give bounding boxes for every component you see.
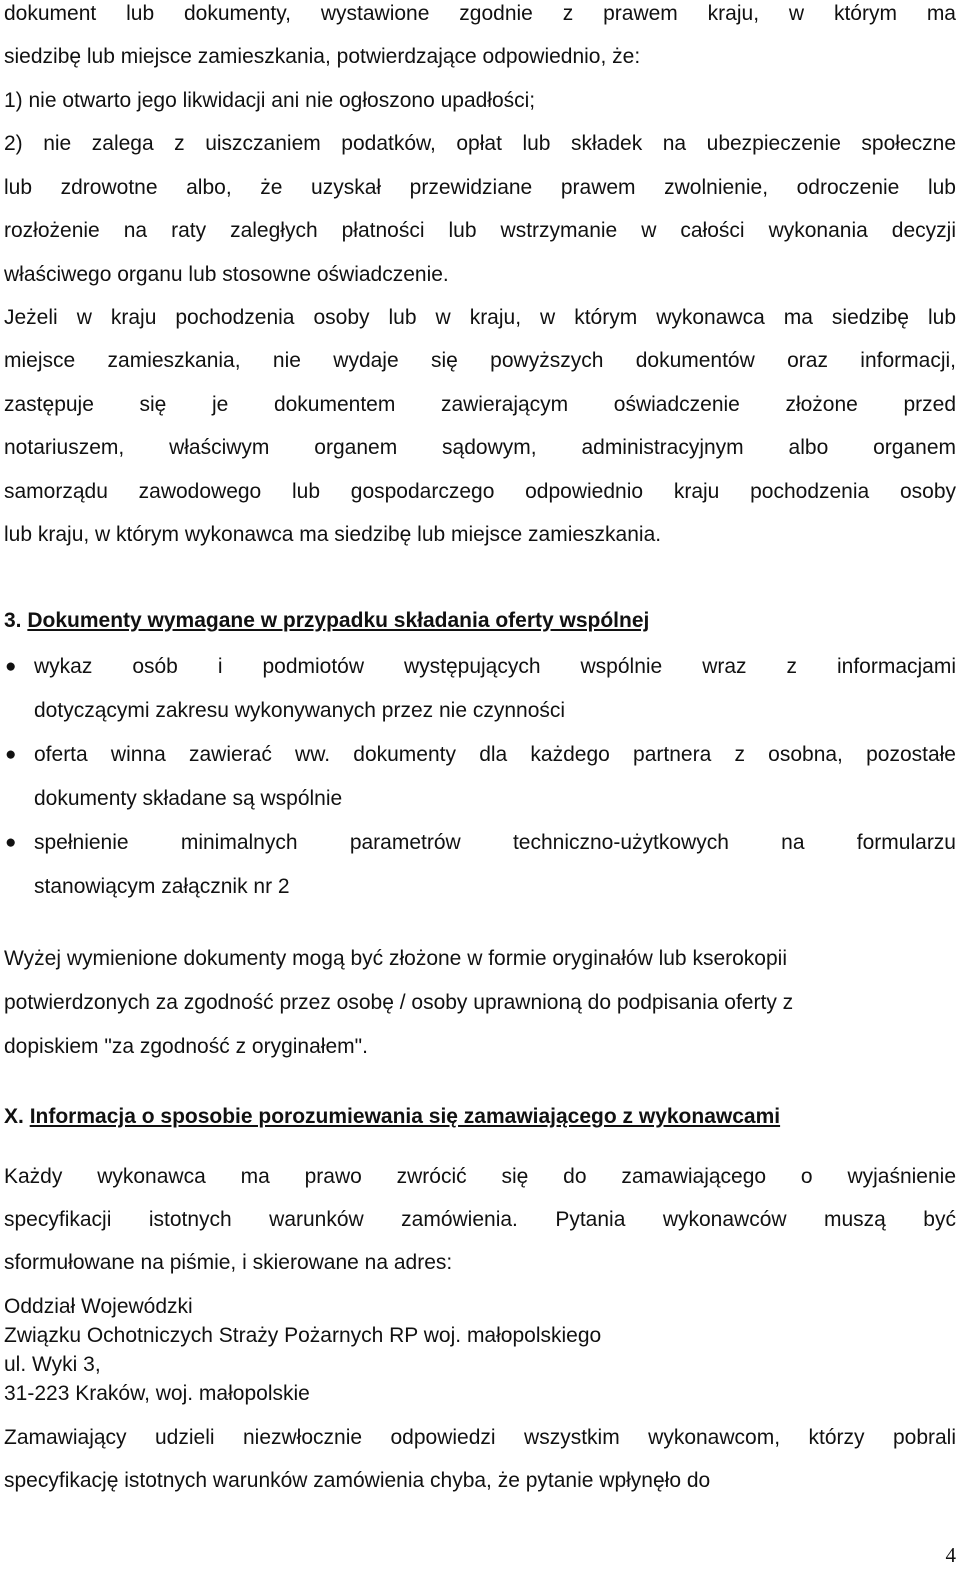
bullet-icon: ● bbox=[5, 832, 17, 853]
section-x-heading bbox=[4, 1104, 956, 1130]
para3-line-3: dopiskiem "za zgodność z oryginałem". bbox=[4, 1035, 368, 1058]
bullet-1-line-1: wykaz osób i podmiotów występujących wspólnie wraz z informacjami bbox=[34, 655, 956, 678]
para3-line-2: potwierdzonych za zgodność przez osobę / osoby uprawnioną do podpisania oferty z bbox=[4, 991, 794, 1014]
para1-line-4: 2) nie zalega z uiszczaniem podatków, opłat lub składek na ubezpieczenie społeczne bbox=[4, 132, 956, 155]
section-3-number: 3. bbox=[4, 609, 22, 632]
para1-line-1: dokument lub dokumenty, wystawione zgodnie z prawem kraju, w którym ma bbox=[4, 2, 956, 25]
address-line-2: Związku Ochotniczych Straży Pożarnych RP woj. małopolskiego bbox=[4, 1324, 602, 1347]
para2-line-2: miejsce zamieszkania, nie wydaje się powyższych dokumentów oraz informacji, bbox=[4, 349, 956, 372]
page-number: 4 bbox=[945, 1543, 956, 1567]
bullet-3-line-1: spełnienie minimalnych parametrów techniczno-użytkowych na formularzu bbox=[34, 831, 956, 854]
para5-line-2: specyfikację istotnych warunków zamówienia chyba, że pytanie wpłynęło do bbox=[4, 1469, 711, 1492]
para1-line-5: lub zdrowotne albo, że uzyskał przewidziane prawem zwolnienie, odroczenie lub bbox=[4, 176, 956, 199]
para1-line-2: siedzibę lub miejsce zamieszkania, potwierdzające odpowiednio, że: bbox=[4, 45, 641, 68]
bullet-3-line-2: stanowiącym załącznik nr 2 bbox=[34, 875, 290, 898]
para2-line-3: zastępuje się je dokumentem zawierającym oświadczenie złożone przed bbox=[4, 393, 956, 416]
bullet-icon: ● bbox=[5, 744, 17, 765]
para1-line-6: rozłożenie na raty zaległych płatności lub wstrzymanie w całości wykonania decyzji bbox=[4, 219, 956, 242]
address-line-3: ul. Wyki 3, bbox=[4, 1353, 101, 1376]
para3-line-1: Wyżej wymienione dokumenty mogą być złożone w formie oryginałów lub kserokopii bbox=[4, 947, 787, 970]
para1-line-7: właściwego organu lub stosowne oświadczenie. bbox=[4, 263, 449, 286]
address-line-4: 31-223 Kraków, woj. małopolskie bbox=[4, 1382, 310, 1405]
para2-line-6: lub kraju, w którym wykonawca ma siedzibę lub miejsce zamieszkania. bbox=[4, 523, 662, 546]
bullet-2-line-1: oferta winna zawierać ww. dokumenty dla każdego partnera z osobna, pozostałe bbox=[34, 743, 956, 766]
para2-line-5: samorządu zawodowego lub gospodarczego odpowiednio kraju pochodzenia osoby bbox=[4, 480, 956, 503]
section-x-number: X. bbox=[4, 1105, 24, 1128]
bullet-1-line-2: dotyczącymi zakresu wykonywanych przez nie czynności bbox=[34, 699, 566, 722]
para2-line-4: notariuszem, właściwym organem sądowym, administracyjnym albo organem bbox=[4, 436, 956, 459]
bullet-2-line-2: dokumenty składane są wspólnie bbox=[34, 787, 343, 810]
para4-line-3: sformułowane na piśmie, i skierowane na adres: bbox=[4, 1251, 453, 1274]
para5-line-1: Zamawiający udzieli niezwłocznie odpowiedzi wszystkim wykonawcom, którzy pobrali bbox=[4, 1426, 956, 1449]
para4-line-2: specyfikacji istotnych warunków zamówienia. Pytania wykonawców muszą być bbox=[4, 1208, 956, 1231]
section-x-title: Informacja o sposobie porozumiewania się zamawiającego z wykonawcami bbox=[29, 1105, 781, 1128]
section-3-heading bbox=[4, 608, 956, 634]
section-3-title: Dokumenty wymagane w przypadku składania oferty wspólnej bbox=[27, 609, 650, 632]
para1-line-3: 1) nie otwarto jego likwidacji ani nie ogłoszono upadłości; bbox=[4, 89, 536, 112]
para4-line-1: Każdy wykonawca ma prawo zwrócić się do zamawiającego o wyjaśnienie bbox=[4, 1165, 956, 1188]
para2-line-1: Jeżeli w kraju pochodzenia osoby lub w kraju, w którym wykonawca ma siedzibę lub bbox=[4, 306, 956, 329]
address-line-1: Oddział Wojewódzki bbox=[4, 1295, 193, 1318]
bullet-icon: ● bbox=[5, 656, 17, 677]
